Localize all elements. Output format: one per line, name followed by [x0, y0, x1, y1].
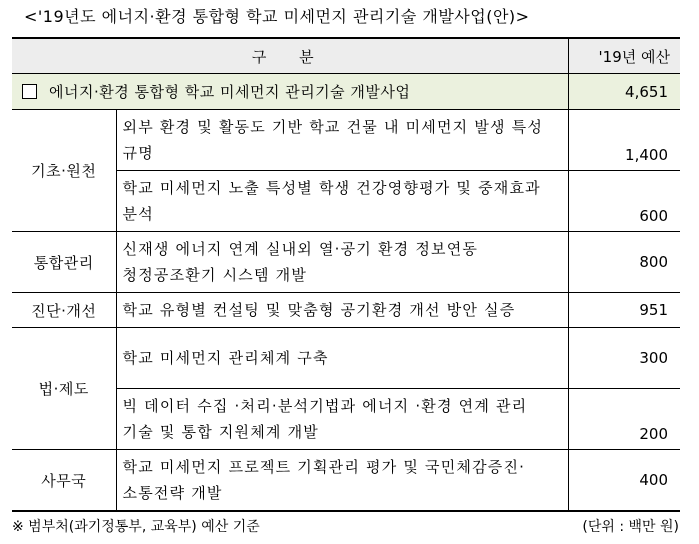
summary-amount: 4,651: [568, 74, 680, 110]
category-cell: 사무국: [12, 450, 116, 512]
category-cell: 기초·원천: [12, 110, 116, 232]
amount-cell: 300: [568, 328, 680, 389]
header-division: 구 분: [12, 38, 568, 74]
summary-label: 에너지·환경 통합형 학교 미세먼지 관리기술 개발사업: [49, 83, 411, 101]
item-cell: 학교 유형별 컨설팅 및 맞춤형 공기환경 개선 방안 실증: [116, 293, 568, 328]
table-row: [12, 450, 680, 512]
page-title: <'19년도 에너지·환경 통합형 학교 미세먼지 관리기술 개발사업(안)>: [24, 7, 530, 26]
checkbox-icon: [22, 84, 37, 99]
amount-cell: 600: [568, 171, 680, 232]
item-cell: 빅 데이터 수집 ·처리·분석기법과 에너지 ·환경 연계 관리 기술 및 통합 지원체계 개발: [116, 389, 568, 450]
header-budget: '19년 예산: [568, 38, 680, 74]
table-row: [12, 293, 680, 328]
item-cell: 학교 미세먼지 관리체계 구축: [116, 328, 568, 389]
header-row: [12, 38, 680, 74]
category-cell: 법·제도: [12, 328, 116, 450]
table-row: [12, 110, 680, 171]
amount-cell: 1,400: [568, 110, 680, 171]
amount-cell: 400: [568, 450, 680, 512]
table-row: [12, 232, 680, 293]
amount-cell: 200: [568, 389, 680, 450]
summary-label-cell: [12, 74, 568, 110]
item-cell: 학교 미세먼지 프로젝트 기획관리 평가 및 국민체감증진·소통전략 개발: [116, 450, 568, 512]
unit-note: (단위 : 백만 원): [582, 519, 679, 535]
amount-cell: 800: [568, 232, 680, 293]
category-cell: 진단·개선: [12, 293, 116, 328]
item-cell: 학교 미세먼지 노출 특성별 학생 건강영향평가 및 중재효과 분석: [116, 171, 568, 232]
item-cell: 신재생 에너지 연계 실내외 열·공기 환경 정보연동 청정공조환기 시스템 개발: [116, 232, 568, 293]
summary-row: [12, 74, 680, 110]
budget-table: [12, 37, 680, 512]
footnote: ※ 범부처(과기정통부, 교육부) 예산 기준: [12, 519, 260, 535]
item-cell: 외부 환경 및 활동도 기반 학교 건물 내 미세먼지 발생 특성 규명: [116, 110, 568, 171]
category-cell: 통합관리: [12, 232, 116, 293]
table-row: [12, 328, 680, 389]
amount-cell: 951: [568, 293, 680, 328]
